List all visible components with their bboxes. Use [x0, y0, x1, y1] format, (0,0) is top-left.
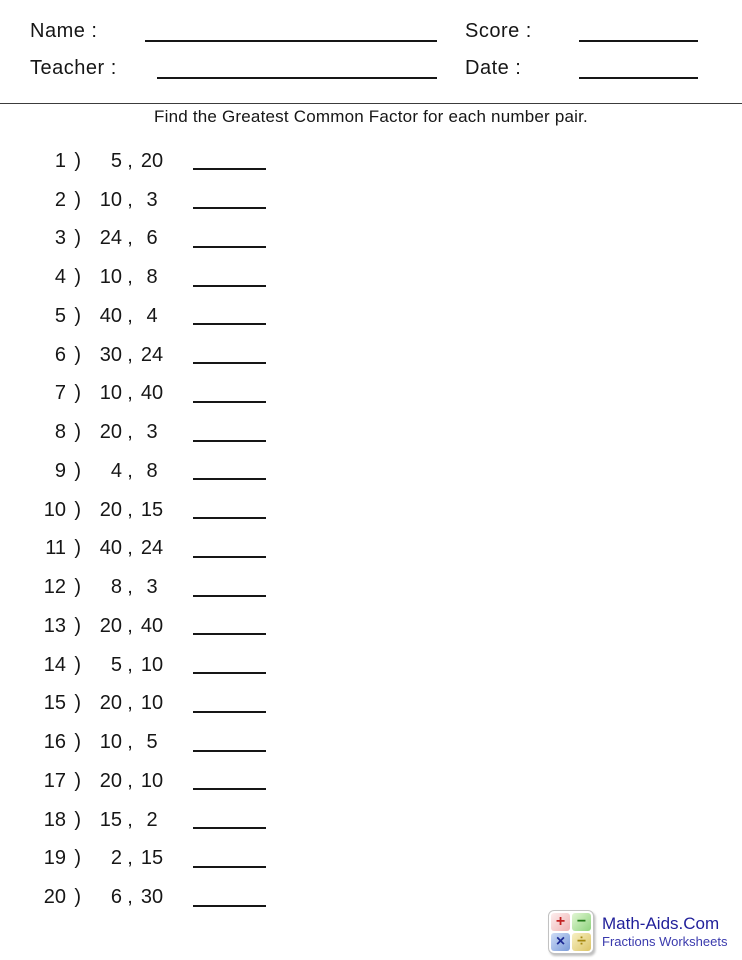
problem-paren: )	[74, 808, 81, 831]
problem-row	[0, 646, 480, 685]
pair-comma: ,	[127, 537, 133, 560]
score-label: Score :	[465, 20, 532, 42]
pair-second: 20	[140, 149, 164, 172]
date-input-line[interactable]	[579, 77, 698, 79]
pair-first: 10	[99, 266, 122, 289]
pair-second: 3	[146, 576, 158, 599]
pair-comma: ,	[127, 304, 133, 327]
header-divider	[0, 103, 742, 104]
date-label: Date :	[465, 57, 522, 79]
answer-blank[interactable]	[193, 323, 266, 325]
problem-row	[0, 297, 480, 336]
answer-blank[interactable]	[193, 711, 266, 713]
pair-first: 4	[110, 459, 122, 482]
problem-row	[0, 220, 480, 259]
problem-number: 10	[43, 498, 66, 521]
answer-blank[interactable]	[193, 362, 266, 364]
problem-paren: )	[74, 614, 81, 637]
problem-number: 7	[54, 382, 66, 405]
pair-first: 20	[99, 421, 122, 444]
problem-number: 1	[54, 149, 66, 172]
pair-comma: ,	[127, 188, 133, 211]
problem-row	[0, 840, 480, 879]
pair-second: 8	[146, 266, 158, 289]
answer-blank[interactable]	[193, 207, 266, 209]
teacher-input-line[interactable]	[157, 77, 437, 79]
pair-second: 3	[146, 421, 158, 444]
answer-blank[interactable]	[193, 556, 266, 558]
brand-subtitle: Fractions Worksheets	[602, 934, 728, 949]
pair-second: 3	[146, 188, 158, 211]
pair-second: 8	[146, 459, 158, 482]
pair-comma: ,	[127, 382, 133, 405]
pair-first: 10	[99, 382, 122, 405]
problem-number: 5	[54, 304, 66, 327]
score-input-line[interactable]	[579, 40, 698, 42]
problem-row	[0, 801, 480, 840]
problem-paren: )	[74, 653, 81, 676]
math-operations-icon	[548, 910, 594, 954]
pair-second: 40	[140, 614, 164, 637]
pair-comma: ,	[127, 731, 133, 754]
problem-row	[0, 452, 480, 491]
problem-row	[0, 607, 480, 646]
pair-comma: ,	[127, 886, 133, 909]
pair-second: 10	[140, 653, 164, 676]
problem-number: 12	[43, 576, 66, 599]
pair-comma: ,	[127, 847, 133, 870]
problem-number: 13	[43, 614, 66, 637]
pair-first: 20	[99, 769, 122, 792]
problem-paren: )	[74, 576, 81, 599]
plus-icon: +	[551, 913, 570, 931]
problem-number: 9	[54, 459, 66, 482]
problem-paren: )	[74, 692, 81, 715]
pair-first: 40	[99, 304, 122, 327]
pair-first: 10	[99, 188, 122, 211]
pair-comma: ,	[127, 653, 133, 676]
problem-paren: )	[74, 343, 81, 366]
problem-row	[0, 568, 480, 607]
pair-second: 10	[140, 769, 164, 792]
pair-first: 5	[110, 653, 122, 676]
problem-number: 6	[54, 343, 66, 366]
pair-comma: ,	[127, 459, 133, 482]
answer-blank[interactable]	[193, 246, 266, 248]
problem-number: 16	[43, 731, 66, 754]
problem-row	[0, 685, 480, 724]
math-aids-logo[interactable]	[548, 910, 727, 954]
problem-number: 14	[43, 653, 66, 676]
pair-second: 6	[146, 227, 158, 250]
problem-paren: )	[74, 304, 81, 327]
pair-second: 24	[140, 343, 164, 366]
problem-row	[0, 142, 480, 181]
pair-comma: ,	[127, 576, 133, 599]
answer-blank[interactable]	[193, 866, 266, 868]
pair-comma: ,	[127, 498, 133, 521]
problem-paren: )	[74, 886, 81, 909]
answer-blank[interactable]	[193, 285, 266, 287]
problem-row	[0, 491, 480, 530]
problem-paren: )	[74, 421, 81, 444]
problem-paren: )	[74, 188, 81, 211]
pair-first: 2	[110, 847, 122, 870]
logo-text	[602, 914, 727, 950]
pair-first: 20	[99, 692, 122, 715]
answer-blank[interactable]	[193, 633, 266, 635]
problem-row	[0, 530, 480, 569]
answer-blank[interactable]	[193, 517, 266, 519]
pair-comma: ,	[127, 614, 133, 637]
pair-first: 15	[99, 808, 122, 831]
pair-first: 5	[110, 149, 122, 172]
problem-paren: )	[74, 227, 81, 250]
pair-comma: ,	[127, 343, 133, 366]
problem-number: 11	[45, 537, 66, 560]
problem-paren: )	[74, 459, 81, 482]
pair-first: 20	[99, 498, 122, 521]
answer-blank[interactable]	[193, 168, 266, 170]
pair-second: 15	[140, 847, 164, 870]
minus-icon: −	[572, 913, 591, 931]
problem-row	[0, 413, 480, 452]
problem-row	[0, 723, 480, 762]
answer-blank[interactable]	[193, 788, 266, 790]
problem-number: 3	[54, 227, 66, 250]
problem-paren: )	[74, 769, 81, 792]
pair-comma: ,	[127, 769, 133, 792]
pair-comma: ,	[127, 421, 133, 444]
worksheet-title: Find the Greatest Common Factor for each number pair.	[154, 107, 588, 126]
problem-row	[0, 762, 480, 801]
answer-blank[interactable]	[193, 827, 266, 829]
pair-comma: ,	[127, 692, 133, 715]
pair-second: 2	[146, 808, 158, 831]
problem-number: 4	[54, 266, 66, 289]
problem-number: 19	[43, 847, 66, 870]
pair-first: 20	[99, 614, 122, 637]
answer-blank[interactable]	[193, 672, 266, 674]
problem-paren: )	[74, 382, 81, 405]
pair-first: 24	[99, 227, 122, 250]
answer-blank[interactable]	[193, 401, 266, 403]
problems-list	[0, 142, 480, 917]
pair-second: 40	[140, 382, 164, 405]
problem-row	[0, 258, 480, 297]
pair-second: 24	[140, 537, 164, 560]
pair-second: 30	[140, 886, 164, 909]
pair-second: 5	[146, 731, 158, 754]
problem-number: 17	[43, 769, 66, 792]
pair-second: 10	[140, 692, 164, 715]
problem-number: 2	[54, 188, 66, 211]
problem-paren: )	[74, 498, 81, 521]
answer-blank[interactable]	[193, 440, 266, 442]
pair-comma: ,	[127, 266, 133, 289]
times-icon: ×	[551, 933, 570, 951]
answer-blank[interactable]	[193, 750, 266, 752]
problem-paren: )	[74, 266, 81, 289]
problem-number: 15	[43, 692, 66, 715]
problem-row	[0, 181, 480, 220]
pair-first: 40	[99, 537, 122, 560]
problem-number: 18	[43, 808, 66, 831]
problem-row	[0, 336, 480, 375]
answer-blank[interactable]	[193, 595, 266, 597]
pair-first: 10	[99, 731, 122, 754]
pair-comma: ,	[127, 149, 133, 172]
pair-comma: ,	[127, 227, 133, 250]
brand-name[interactable]: Math-Aids.Com	[602, 914, 720, 933]
teacher-label: Teacher :	[30, 57, 117, 79]
answer-blank[interactable]	[193, 478, 266, 480]
problem-paren: )	[74, 149, 81, 172]
problem-row	[0, 375, 480, 414]
problem-row	[0, 878, 480, 917]
divide-icon: ÷	[572, 933, 591, 951]
pair-first: 6	[110, 886, 122, 909]
problem-paren: )	[74, 731, 81, 754]
pair-first: 30	[99, 343, 122, 366]
pair-second: 4	[146, 304, 158, 327]
pair-second: 15	[140, 498, 164, 521]
pair-first: 8	[110, 576, 122, 599]
pair-comma: ,	[127, 808, 133, 831]
name-input-line[interactable]	[145, 40, 437, 42]
problem-number: 8	[54, 421, 66, 444]
answer-blank[interactable]	[193, 905, 266, 907]
problem-paren: )	[74, 847, 81, 870]
name-label: Name :	[30, 20, 98, 42]
problem-number: 20	[43, 886, 66, 909]
problem-paren: )	[74, 537, 81, 560]
